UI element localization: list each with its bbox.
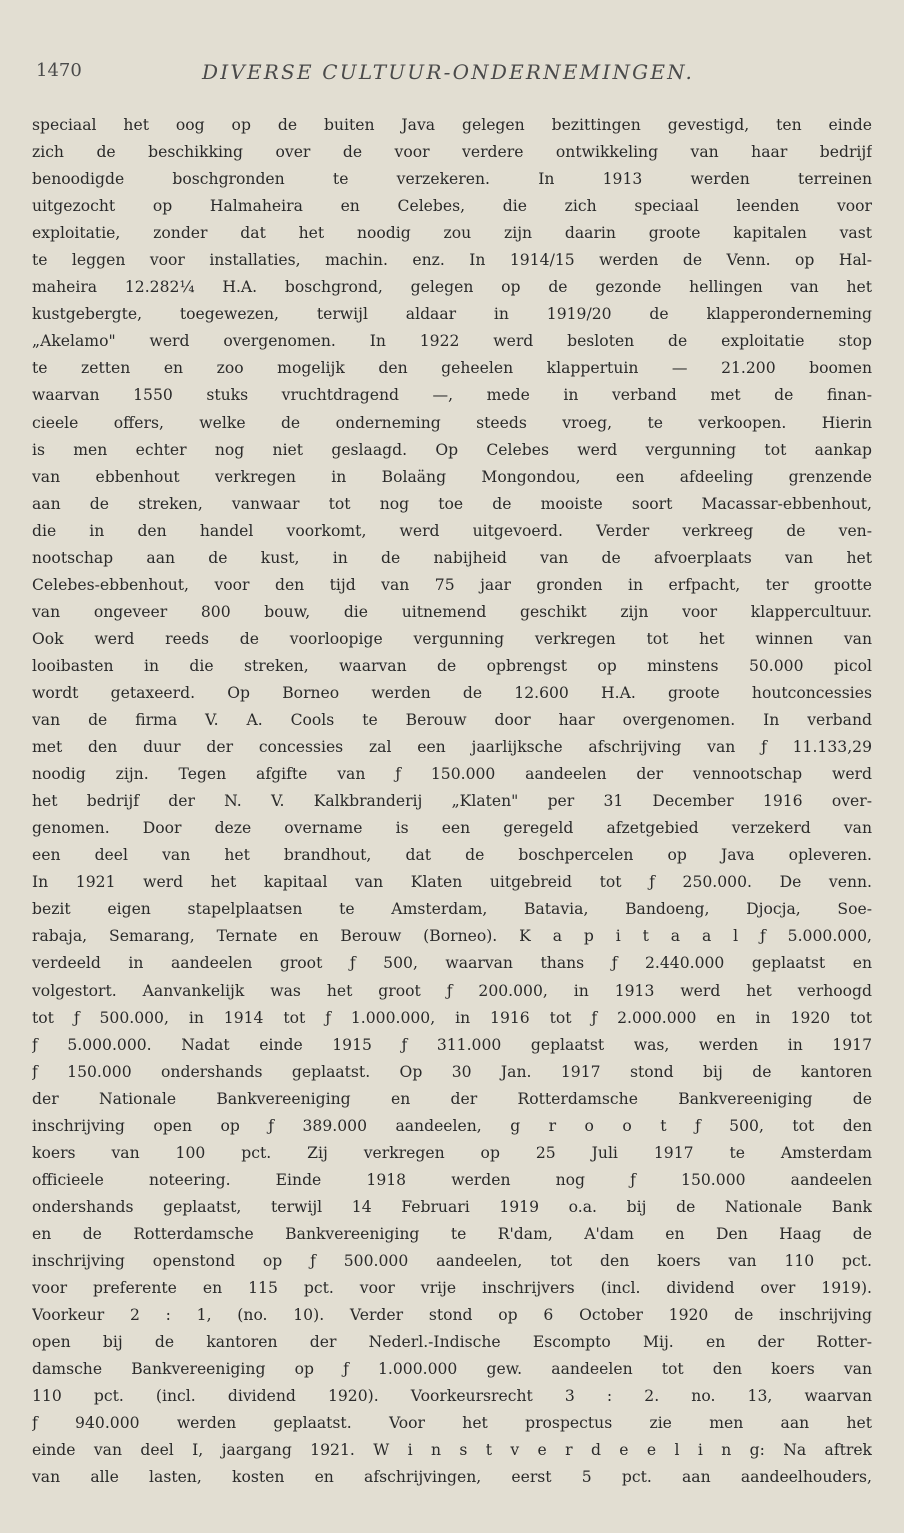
- text-line: en de Rotterdamsche Bankvereeniging te R'dam, A'dam en Den Haag de: [32, 1224, 872, 1243]
- text-line: einde van deel I, jaargang 1921. W i n s t v e r d e e l i n g: Na aftrek: [32, 1441, 872, 1460]
- text-line: te leggen voor installaties, machin. enz. In 1914/15 werden de Venn. op Hal-: [32, 251, 872, 270]
- text-line: ƒ 940.000 werden geplaatst. Voor het prospectus zie men aan het: [32, 1414, 872, 1433]
- text-line: looibasten in die streken, waarvan de opbrengst op minstens 50.000 picol: [32, 656, 872, 675]
- text-line: noodig zijn. Tegen afgifte van ƒ 150.000 aandeelen der vennootschap werd: [32, 765, 872, 784]
- text-line: van ongeveer 800 bouw, die uitnemend geschikt zijn voor klappercultuur.: [32, 602, 872, 621]
- text-line: maheira 12.282¼ H.A. boschgrond, gelegen op de gezonde hellingen van het: [32, 278, 872, 297]
- text-line: van de firma V. A. Cools te Berouw door haar overgenomen. In verband: [32, 711, 872, 730]
- text-line: ƒ 5.000.000. Nadat einde 1915 ƒ 311.000 geplaatst was, werden in 1917: [32, 1035, 872, 1054]
- text-line: speciaal het oog op de buiten Java gelegen bezittingen gevestigd, ten einde: [32, 116, 872, 134]
- text-line: zich de beschikking over de voor verdere ontwikkeling van haar bedrijf: [32, 143, 872, 162]
- text-line: verdeeld in aandeelen groot ƒ 500, waarvan thans ƒ 2.440.000 geplaatst en: [32, 954, 872, 973]
- text-line: Voorkeur 2 : 1, (no. 10). Verder stond op 6 October 1920 de inschrijving: [32, 1306, 872, 1325]
- text-line: open bij de kantoren der Nederl.-Indische Escompto Mij. en der Rotter-: [32, 1333, 872, 1352]
- text-line: is men echter nog niet geslaagd. Op Celebes werd vergunning tot aankap: [32, 440, 872, 459]
- running-head: DIVERSE CULTUUR-ONDERNEMINGEN.: [202, 60, 695, 84]
- text-line: benoodigde boschgronden te verzekeren. In 1913 werden terreinen: [32, 170, 872, 189]
- text-line: voor preferente en 115 pct. voor vrije inschrijvers (incl. dividend over 1919).: [32, 1279, 872, 1298]
- text-line: waarvan 1550 stuks vruchtdragend —, mede in verband met de finan-: [32, 386, 872, 405]
- text-line: inschrijving open op ƒ 389.000 aandeelen, g r o o t ƒ 500, tot den: [32, 1116, 872, 1135]
- page-number: 1470: [36, 60, 82, 81]
- text-line: uitgezocht op Halmaheira en Celebes, die zich speciaal leenden voor: [32, 197, 872, 216]
- text-line: met den duur der concessies zal een jaarlijksche afschrijving van ƒ 11.133,29: [32, 738, 872, 757]
- text-line: inschrijving openstond op ƒ 500.000 aandeelen, tot den koers van 110 pct.: [32, 1251, 872, 1270]
- text-line: rabaja, Semarang, Ternate en Berouw (Borneo). K a p i t a a l ƒ 5.000.000,: [32, 927, 872, 946]
- text-line: Ook werd reeds de voorloopige vergunning verkregen tot het winnen van: [32, 629, 872, 648]
- text-line: nootschap aan de kust, in de nabijheid van de afvoerplaats van het: [32, 548, 872, 567]
- text-line: kustgebergte, toegewezen, terwijl aldaar in 1919/20 de klapperonderneming: [32, 305, 872, 324]
- text-line: bezit eigen stapelplaatsen te Amsterdam, Batavia, Bandoeng, Djocja, Soe-: [32, 900, 872, 919]
- body-text: [32, 112, 872, 1491]
- text-line: 110 pct. (incl. dividend 1920). Voorkeursrecht 3 : 2. no. 13, waarvan: [32, 1387, 872, 1406]
- text-line: officieele noteering. Einde 1918 werden nog ƒ 150.000 aandeelen: [32, 1170, 872, 1189]
- text-line: ƒ 150.000 ondershands geplaatst. Op 30 Jan. 1917 stond bij de kantoren: [32, 1062, 872, 1081]
- text-line: ondershands geplaatst, terwijl 14 Februari 1919 o.a. bij de Nationale Bank: [32, 1197, 872, 1216]
- text-line: damsche Bankvereeniging op ƒ 1.000.000 gew. aandeelen tot den koers van: [32, 1360, 872, 1379]
- text-line: der Nationale Bankvereeniging en der Rotterdamsche Bankvereeniging de: [32, 1089, 872, 1108]
- text-line: aan de streken, vanwaar tot nog toe de mooiste soort Macassar-ebbenhout,: [32, 494, 872, 513]
- text-line: In 1921 werd het kapitaal van Klaten uitgebreid tot ƒ 250.000. De venn.: [32, 873, 872, 892]
- text-line: van ebbenhout verkregen in Bolaäng Mongondou, een afdeeling grenzende: [32, 467, 872, 486]
- text-line: tot ƒ 500.000, in 1914 tot ƒ 1.000.000, in 1916 tot ƒ 2.000.000 en in 1920 tot: [32, 1008, 872, 1027]
- text-line: die in den handel voorkomt, werd uitgevoerd. Verder verkreeg de ven-: [32, 521, 872, 540]
- text-line: koers van 100 pct. Zij verkregen op 25 Juli 1917 te Amsterdam: [32, 1143, 872, 1162]
- text-line: van alle lasten, kosten en afschrijvingen, eerst 5 pct. aan aandeelhouders,: [32, 1468, 872, 1487]
- text-line: wordt getaxeerd. Op Borneo werden de 12.600 H.A. groote houtconcessies: [32, 683, 872, 702]
- text-line: volgestort. Aanvankelijk was het groot ƒ 200.000, in 1913 werd het verhoogd: [32, 981, 872, 1000]
- text-line: een deel van het brandhout, dat de boschpercelen op Java opleveren.: [32, 846, 872, 865]
- text-line: Celebes-ebbenhout, voor den tijd van 75 jaar gronden in erfpacht, ter grootte: [32, 575, 872, 594]
- text-line: cieele offers, welke de onderneming steeds vroeg, te verkoopen. Hierin: [32, 413, 872, 432]
- text-line: het bedrijf der N. V. Kalkbranderij „Klaten" per 31 December 1916 over-: [32, 792, 872, 811]
- page-header: [30, 60, 870, 90]
- text-line: „Akelamo" werd overgenomen. In 1922 werd besloten de exploitatie stop: [32, 332, 872, 351]
- text-line: genomen. Door deze overname is een geregeld afzetgebied verzekerd van: [32, 819, 872, 838]
- text-line: exploitatie, zonder dat het noodig zou zijn daarin groote kapitalen vast: [32, 224, 872, 243]
- text-line: te zetten en zoo mogelijk den geheelen klappertuin — 21.200 boomen: [32, 359, 872, 378]
